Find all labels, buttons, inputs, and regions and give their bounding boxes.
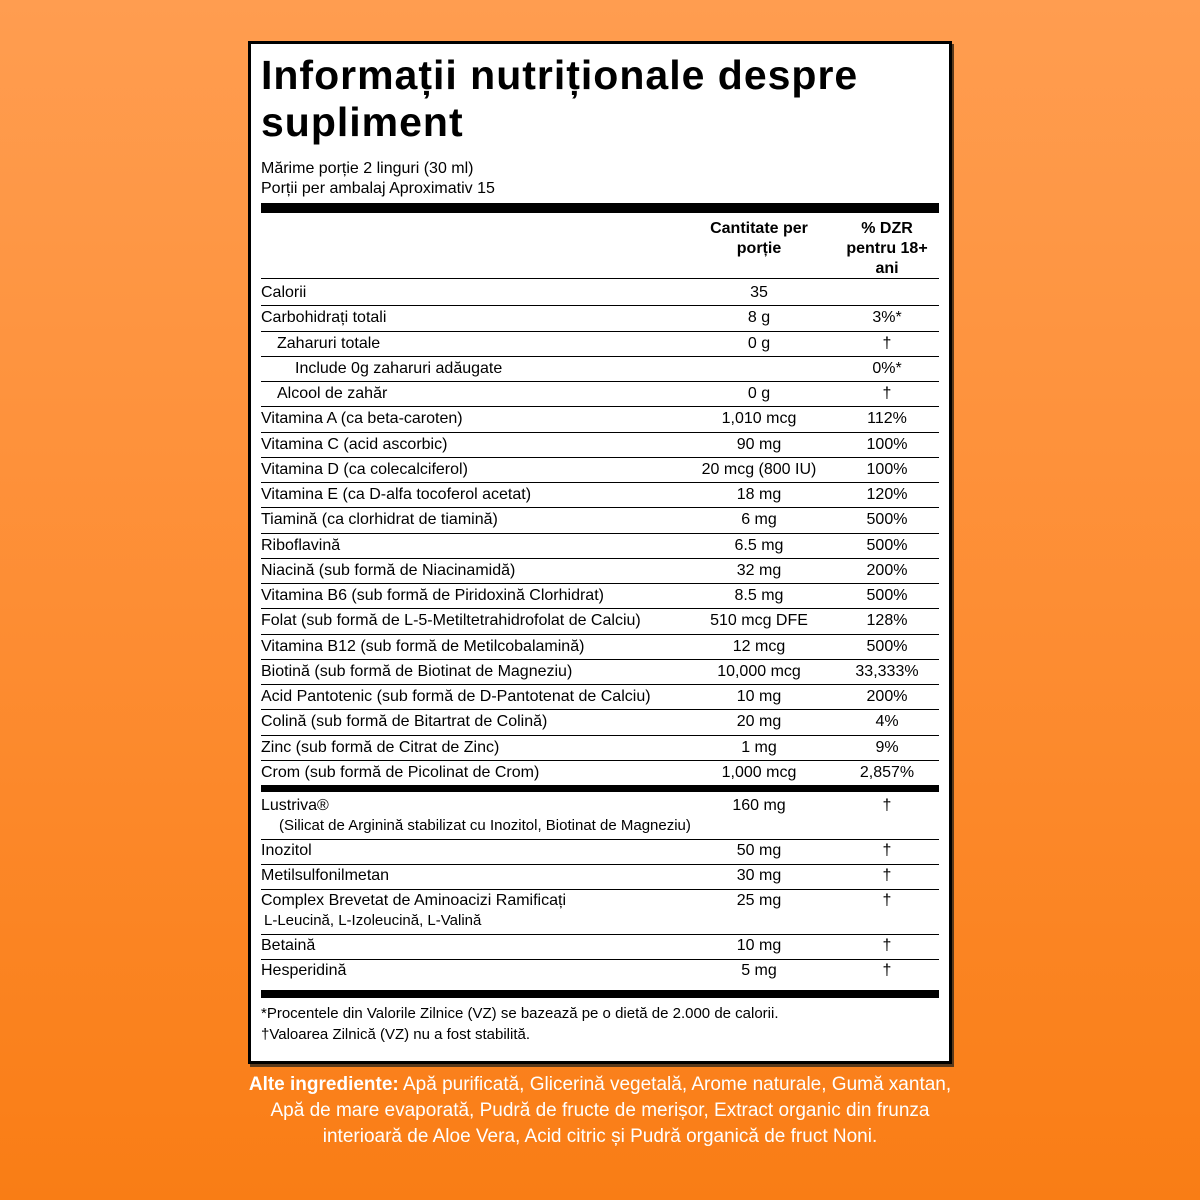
row-divider — [261, 839, 939, 840]
nutrient-amount: 12 mcg — [732, 637, 786, 655]
nutrient-amount: 8 g — [747, 309, 771, 327]
row-divider — [261, 934, 939, 935]
daily-value-header: % DZR pentru 18+ ani — [846, 220, 928, 277]
ingredient-amount: 5 mg — [741, 962, 777, 979]
row-divider — [261, 356, 939, 357]
row-divider — [261, 659, 939, 660]
nutrient-name: Zaharuri totale — [277, 334, 381, 352]
nutrient-amount: 90 mg — [736, 435, 782, 453]
nutrient-name: Folat (sub formă de L-5-Metiltetrahidrofolat de Calciu) — [261, 612, 641, 630]
other-ingredients-label: Alte ingrediente: — [248, 1074, 399, 1095]
thick-divider-bottom — [261, 990, 939, 998]
nutrient-daily-value: 4% — [875, 713, 899, 731]
ingredient-daily-value: † — [882, 842, 892, 859]
nutrient-amount: 20 mcg (800 IU) — [701, 460, 817, 478]
other-ingredients — [238, 1072, 962, 1150]
nutrient-daily-value: 500% — [866, 511, 908, 529]
nutrient-daily-value: 100% — [866, 435, 908, 453]
nutrient-amount: 1 mg — [741, 738, 777, 756]
row-divider — [261, 331, 939, 332]
nutrient-daily-value: 100% — [866, 460, 908, 478]
serving-size: Mărime porție 2 linguri (30 ml) — [261, 160, 474, 177]
servings-per-container: Porții per ambalaj Aproximativ 15 — [261, 180, 495, 197]
row-divider — [261, 684, 939, 685]
nutrient-amount: 32 mg — [736, 561, 782, 579]
ingredient-amount: 25 mg — [736, 892, 782, 909]
row-divider — [261, 634, 939, 635]
nutrient-name: Colină (sub formă de Bitartrat de Colină) — [261, 713, 548, 731]
nutrient-amount: 0 g — [747, 334, 771, 352]
row-divider — [261, 583, 939, 584]
ingredient-name: Betaină — [261, 937, 316, 954]
nutrient-name: Vitamina B12 (sub formă de Metilcobalamină) — [261, 637, 585, 655]
row-divider — [261, 507, 939, 508]
row-divider — [261, 432, 939, 433]
row-divider — [261, 305, 939, 306]
nutrient-daily-value: 120% — [866, 486, 908, 503]
panel-title: Informații nutriționale despre supliment — [261, 52, 859, 145]
row-divider — [261, 735, 939, 736]
nutrient-name: Zinc (sub formă de Citrat de Zinc) — [261, 738, 500, 756]
other-ingredients-text: Apă purificată, Glicerină vegetală, Arome naturale, Gumă xantan, Apă de mare evaporată, Pudră de fructe de merișor, Extract organic din frunza interioară de Aloe Vera, Acid citric și Pudră organică de fruct Noni. — [270, 1074, 952, 1147]
nutrient-daily-value: 500% — [866, 536, 908, 554]
nutrient-name: Niacină (sub formă de Niacinamidă) — [261, 561, 516, 579]
ingredient-composition: (Silicat de Arginină stabilizat cu Inozitol, Biotinat de Magneziu) — [279, 817, 691, 834]
nutrient-daily-value: † — [882, 385, 892, 402]
nutrient-amount: 10 mg — [736, 688, 782, 705]
nutrient-name: Vitamina D (ca colecalciferol) — [261, 460, 468, 478]
nutrient-name: Vitamina E (ca D-alfa tocoferol acetat) — [261, 486, 532, 503]
nutrient-amount: 35 — [750, 284, 768, 301]
nutrient-name: Vitamina A (ca beta-caroten) — [261, 410, 463, 428]
nutrient-daily-value: 9% — [875, 738, 899, 756]
ingredient-daily-value: † — [882, 937, 892, 954]
nutrient-daily-value: 128% — [866, 612, 908, 630]
nutrient-name: Biotină (sub formă de Biotinat de Magneziu) — [261, 662, 573, 680]
nutrient-daily-value: 500% — [866, 587, 908, 604]
ingredient-composition: L-Leucină, L-Izoleucină, L-Valină — [264, 912, 482, 929]
row-divider — [261, 457, 939, 458]
row-divider — [261, 608, 939, 609]
ingredient-daily-value: † — [882, 892, 892, 909]
row-divider — [261, 482, 939, 483]
nutrient-amount: 510 mcg DFE — [710, 612, 808, 630]
ingredient-daily-value: † — [882, 962, 892, 979]
row-divider — [261, 533, 939, 534]
amount-per-serving-header: Cantitate per porție — [710, 220, 808, 257]
nutrient-name: Include 0g zaharuri adăugate — [295, 359, 503, 377]
nutrient-daily-value: 500% — [866, 637, 908, 655]
nutrient-daily-value: 2,857% — [859, 763, 915, 781]
supplement-facts-panel — [248, 41, 952, 1064]
header-divider — [261, 278, 939, 279]
nutrient-name: Vitamina C (acid ascorbic) — [261, 435, 448, 453]
nutrient-amount: 18 mg — [736, 486, 782, 503]
nutrient-amount: 1,000 mcg — [721, 763, 797, 781]
thick-divider-middle — [261, 785, 939, 792]
footnote-dv-basis: *Procentele din Valorile Zilnice (VZ) se bazează pe o dietă de 2.000 de calorii. — [261, 1005, 779, 1022]
nutrient-name: Alcool de zahăr — [277, 385, 388, 402]
row-divider — [261, 381, 939, 382]
row-divider — [261, 760, 939, 761]
nutrient-name: Crom (sub formă de Picolinat de Crom) — [261, 763, 540, 781]
nutrient-amount: 20 mg — [736, 713, 782, 731]
nutrient-name: Calorii — [261, 284, 307, 301]
nutrient-daily-value: 200% — [866, 688, 908, 705]
ingredient-amount: 160 mg — [732, 797, 786, 814]
nutrient-name: Carbohidrați totali — [261, 309, 387, 327]
nutrient-daily-value: 33,333% — [855, 662, 919, 680]
nutrient-amount: 10,000 mcg — [717, 662, 801, 680]
nutrient-name: Tiamină (ca clorhidrat de tiamină) — [261, 511, 498, 529]
nutrient-daily-value: 200% — [866, 561, 908, 579]
ingredient-daily-value: † — [882, 867, 892, 884]
nutrient-name: Vitamina B6 (sub formă de Piridoxină Clorhidrat) — [261, 587, 604, 604]
row-divider — [261, 889, 939, 890]
ingredient-name: Metilsulfonilmetan — [261, 867, 390, 884]
nutrient-daily-value: † — [882, 334, 892, 352]
nutrient-daily-value: 3%* — [872, 309, 902, 327]
ingredient-daily-value: † — [882, 797, 892, 814]
nutrient-name: Acid Pantotenic (sub formă de D-Pantotenat de Calciu) — [261, 688, 651, 705]
row-divider — [261, 558, 939, 559]
nutrient-amount: 6.5 mg — [734, 536, 784, 554]
ingredient-name: Hesperidină — [261, 962, 347, 979]
row-divider — [261, 406, 939, 407]
thick-divider-top — [261, 203, 939, 213]
nutrient-amount: 0 g — [747, 385, 771, 402]
footnote-dv-not-established: †Valoarea Zilnică (VZ) nu a fost stabilită. — [261, 1026, 531, 1043]
ingredient-amount: 10 mg — [736, 937, 782, 954]
nutrient-amount: 8.5 mg — [734, 587, 784, 604]
nutrient-daily-value: 0%* — [872, 359, 902, 377]
row-divider — [261, 709, 939, 710]
ingredient-amount: 50 mg — [736, 842, 782, 859]
nutrient-amount: 6 mg — [741, 511, 777, 529]
nutrient-amount: 1,010 mcg — [721, 410, 797, 428]
ingredient-amount: 30 mg — [736, 867, 782, 884]
ingredient-name: Complex Brevetat de Aminoacizi Ramificați — [261, 892, 567, 909]
nutrient-daily-value: 112% — [867, 410, 907, 428]
nutrient-name: Riboflavină — [261, 536, 341, 554]
ingredient-name: Lustriva® — [261, 797, 329, 814]
row-divider — [261, 864, 939, 865]
ingredient-name: Inozitol — [261, 842, 312, 859]
row-divider — [261, 959, 939, 960]
